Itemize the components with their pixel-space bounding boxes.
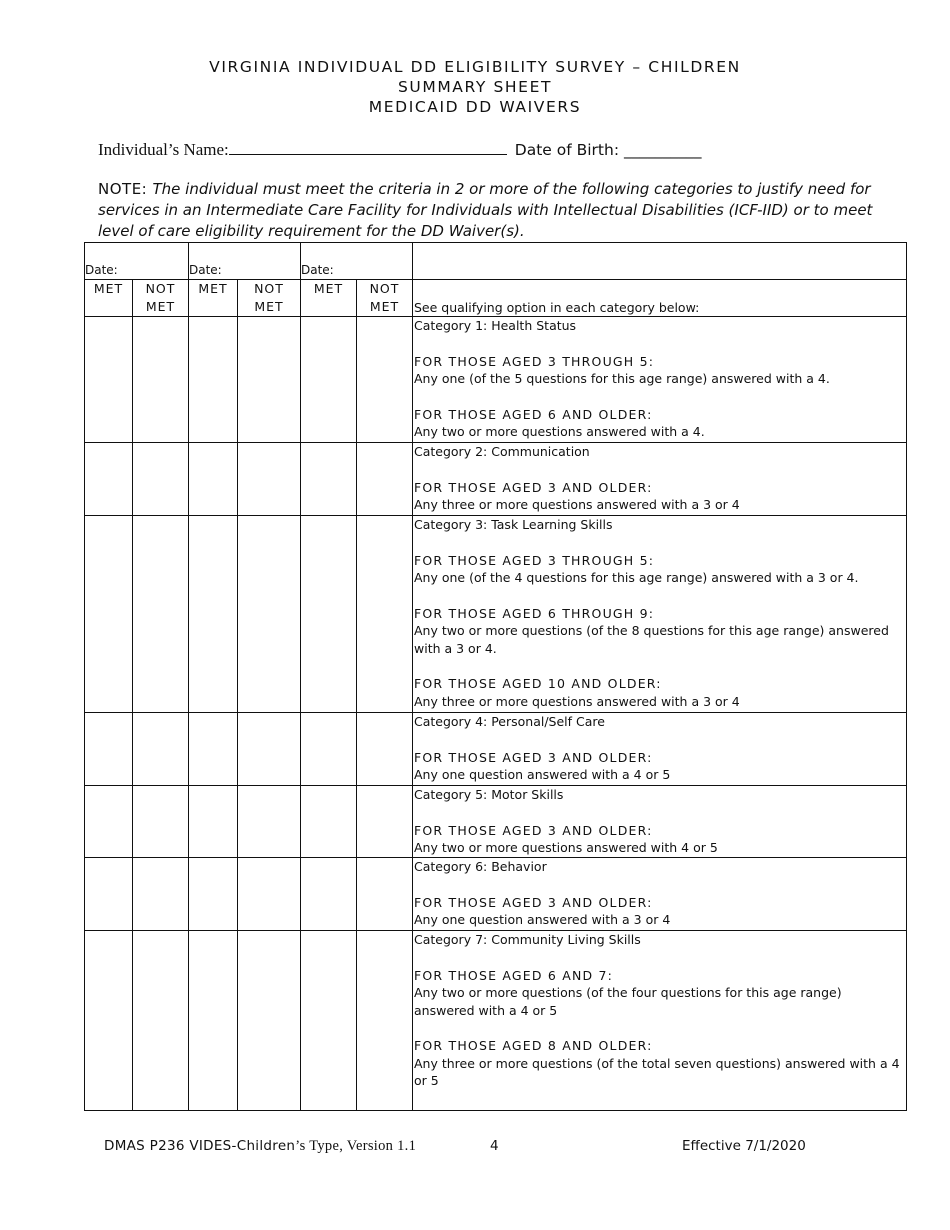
name-label: Individual’s Name: — [98, 140, 229, 159]
date-2-label[interactable]: Date: — [189, 243, 238, 280]
check-cell-met-2[interactable] — [189, 713, 238, 786]
qualifying-rule: Any one (of the 5 questions for this age range) answered with a 4. — [414, 371, 830, 386]
not-met-3-top: NOT — [369, 281, 400, 296]
category-title: Category 4: Personal/Self Care — [414, 714, 605, 729]
not-met-header-1 — [133, 280, 189, 317]
check-cell-not-met-2[interactable] — [238, 713, 301, 786]
check-cell-met-2[interactable] — [189, 317, 238, 443]
not-met-1-bottom: MET — [145, 298, 176, 314]
qualifying-header: See qualifying option in each category below: — [413, 280, 907, 317]
date-3-value[interactable] — [357, 243, 413, 280]
check-cell-not-met-2[interactable] — [238, 858, 301, 931]
spacer — [414, 461, 900, 479]
qualifying-rule: Any one (of the 4 questions for this age range) answered with a 3 or 4. — [414, 570, 859, 585]
not-met-1-top: NOT — [145, 281, 176, 296]
qualifying-rule: Any two or more questions (of the 8 questions for this age range) answered with a 3 or 4. — [414, 623, 889, 656]
check-cell-met-1[interactable] — [85, 516, 133, 713]
check-cell-met-2[interactable] — [189, 443, 238, 516]
check-cell-met-1[interactable] — [85, 931, 133, 1111]
check-cell-met-2[interactable] — [189, 786, 238, 858]
category-criteria — [413, 443, 907, 516]
table-outer-border — [906, 242, 910, 1110]
date-3-label[interactable]: Date: — [301, 243, 357, 280]
date-1-label[interactable]: Date: — [85, 243, 133, 280]
check-cell-met-3[interactable] — [301, 931, 357, 1111]
form-id-a: DMAS P236 VIDES-Children — [104, 1138, 296, 1154]
spacer — [414, 1019, 900, 1037]
met-header-2: MET — [189, 280, 238, 317]
summary-table — [84, 242, 907, 1111]
check-cell-not-met-1[interactable] — [133, 443, 189, 516]
date-row — [85, 243, 907, 280]
check-cell-not-met-2[interactable] — [238, 931, 301, 1111]
not-met-header-3 — [357, 280, 413, 317]
category-criteria — [413, 858, 907, 931]
check-cell-met-2[interactable] — [189, 516, 238, 713]
spacer — [414, 534, 900, 552]
date-1-value[interactable] — [133, 243, 189, 280]
note-lead: NOTE: — [98, 180, 153, 198]
spacer — [414, 731, 900, 749]
category-row — [85, 317, 907, 443]
check-cell-not-met-2[interactable] — [238, 516, 301, 713]
met-header-1: MET — [85, 280, 133, 317]
qualifying-rule: Any one question answered with a 4 or 5 — [414, 767, 671, 782]
check-cell-not-met-3[interactable] — [357, 786, 413, 858]
form-program: MEDICAID DD WAIVERS — [368, 98, 582, 116]
qualifying-rule: Any three or more questions (of the total seven questions) answered with a 4 or 5 — [414, 1055, 900, 1088]
age-range-label: FOR THOSE AGED 8 AND OLDER: — [414, 1038, 653, 1053]
category-criteria — [413, 786, 907, 858]
check-cell-met-3[interactable] — [301, 786, 357, 858]
page-number: 4 — [490, 1138, 499, 1154]
category-row — [85, 516, 907, 713]
check-cell-met-3[interactable] — [301, 858, 357, 931]
check-cell-met-1[interactable] — [85, 858, 133, 931]
spacer — [414, 657, 900, 675]
category-criteria — [413, 713, 907, 786]
qualifying-rule: Any one question answered with a 3 or 4 — [414, 912, 671, 927]
met-header-3: MET — [301, 280, 357, 317]
check-cell-met-1[interactable] — [85, 713, 133, 786]
identity-fields — [98, 138, 702, 160]
dob-field[interactable]: Date of Birth: __________ — [514, 141, 702, 159]
check-cell-met-1[interactable] — [85, 786, 133, 858]
spacer — [414, 335, 900, 353]
age-range-label: FOR THOSE AGED 3 THROUGH 5: — [414, 353, 655, 369]
date-row-blank — [413, 243, 907, 280]
age-range-label: FOR THOSE AGED 3 THROUGH 5: — [414, 552, 655, 568]
check-cell-not-met-1[interactable] — [133, 317, 189, 443]
age-range-label: FOR THOSE AGED 3 AND OLDER: — [414, 479, 653, 495]
category-criteria — [413, 516, 907, 713]
check-cell-not-met-2[interactable] — [238, 317, 301, 443]
check-cell-not-met-3[interactable] — [357, 443, 413, 516]
check-cell-not-met-1[interactable] — [133, 713, 189, 786]
check-cell-not-met-3[interactable] — [357, 317, 413, 443]
age-range-label: FOR THOSE AGED 3 AND OLDER: — [414, 894, 653, 910]
category-rows — [85, 317, 907, 1111]
check-cell-met-2[interactable] — [189, 858, 238, 931]
age-range-label: FOR THOSE AGED 6 THROUGH 9: — [414, 605, 655, 621]
category-title: Category 1: Health Status — [414, 318, 577, 333]
spacer — [414, 949, 900, 967]
check-cell-not-met-2[interactable] — [238, 786, 301, 858]
spacer — [414, 804, 900, 822]
form-id-b: ’s Type, Version 1.1 — [295, 1138, 417, 1154]
age-range-label: FOR THOSE AGED 3 AND OLDER: — [414, 822, 653, 838]
eligibility-note — [98, 179, 888, 242]
check-cell-met-3[interactable] — [301, 317, 357, 443]
category-criteria — [413, 317, 907, 443]
age-range-label: FOR THOSE AGED 3 AND OLDER: — [414, 749, 653, 765]
age-range-label: FOR THOSE AGED 6 AND OLDER: — [414, 406, 653, 422]
category-row — [85, 443, 907, 516]
spacer — [414, 388, 900, 406]
check-cell-met-3[interactable] — [301, 516, 357, 713]
form-title: VIRGINIA INDIVIDUAL DD ELIGIBILITY SURVEY – CHILDREN — [209, 58, 741, 76]
check-cell-not-met-3[interactable] — [357, 931, 413, 1111]
check-cell-met-3[interactable] — [301, 443, 357, 516]
check-cell-not-met-1[interactable] — [133, 516, 189, 713]
check-cell-met-1[interactable] — [85, 443, 133, 516]
check-cell-met-3[interactable] — [301, 713, 357, 786]
check-cell-not-met-3[interactable] — [357, 858, 413, 931]
header-row — [85, 280, 907, 317]
form-subtitle: SUMMARY SHEET — [397, 78, 553, 96]
form-id — [104, 1138, 416, 1155]
check-cell-met-1[interactable] — [85, 317, 133, 443]
category-row — [85, 931, 907, 1111]
category-title: Category 3: Task Learning Skills — [414, 517, 613, 532]
not-met-3-bottom: MET — [369, 298, 400, 314]
category-title: Category 7: Community Living Skills — [414, 932, 641, 947]
check-cell-not-met-3[interactable] — [357, 713, 413, 786]
category-row — [85, 858, 907, 931]
qualifying-rule: Any two or more questions (of the four questions for this age range) answered with a 4 or 5 — [414, 985, 842, 1018]
category-title: Category 5: Motor Skills — [414, 787, 564, 802]
not-met-2-bottom: MET — [254, 298, 284, 314]
category-row — [85, 786, 907, 858]
check-cell-not-met-2[interactable] — [238, 443, 301, 516]
category-title: Category 2: Communication — [414, 444, 590, 459]
name-input-line[interactable] — [229, 138, 507, 155]
not-met-2-top: NOT — [254, 281, 284, 296]
note-body: The individual must meet the criteria in 2 or more of the following categories to justify need for services in an Intermediate Care Facility for Individuals with Intellectual Disabilities (ICF-IID) or to meet level of care eligibility requirement for the DD Waiver(s). — [98, 180, 873, 240]
qualifying-rule: Any three or more questions answered with a 3 or 4 — [414, 497, 740, 512]
age-range-label: FOR THOSE AGED 6 AND 7: — [414, 967, 614, 983]
check-cell-met-2[interactable] — [189, 931, 238, 1111]
category-row — [85, 713, 907, 786]
effective-date: Effective 7/1/2020 — [682, 1138, 806, 1154]
qualifying-rule: Any three or more questions answered with a 3 or 4 — [414, 693, 740, 709]
check-cell-not-met-1[interactable] — [133, 931, 189, 1111]
category-title: Category 6: Behavior — [414, 859, 547, 874]
spacer — [414, 587, 900, 605]
date-2-value[interactable] — [238, 243, 301, 280]
age-range-label: FOR THOSE AGED 10 AND OLDER: — [414, 676, 662, 691]
qualifying-rule: Any two or more questions answered with 4 or 5 — [414, 840, 718, 855]
not-met-header-2 — [238, 280, 301, 317]
spacer — [414, 876, 900, 894]
check-cell-not-met-1[interactable] — [133, 858, 189, 931]
check-cell-not-met-3[interactable] — [357, 516, 413, 713]
qualifying-rule: Any two or more questions answered with a 4. — [414, 424, 705, 439]
check-cell-not-met-1[interactable] — [133, 786, 189, 858]
category-criteria — [413, 931, 907, 1111]
